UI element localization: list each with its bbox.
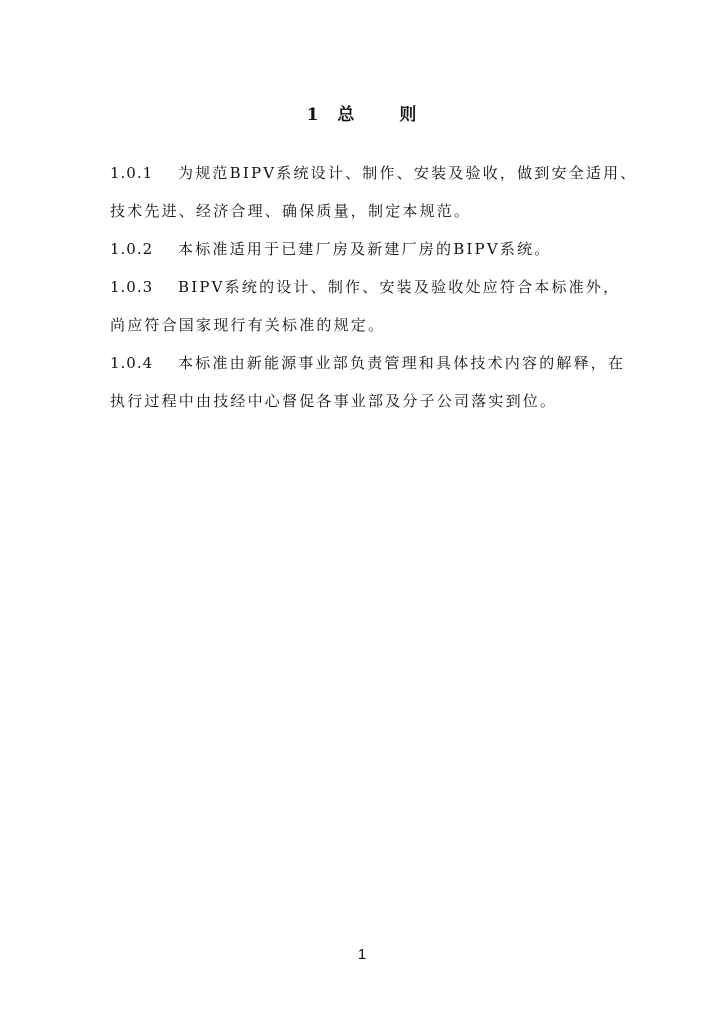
chapter-title bbox=[0, 100, 724, 125]
clause-text: 为规范BIPV系统设计、制作、安装及验收，做到安全适用、 bbox=[178, 164, 638, 182]
clause-number: 1.0.2 bbox=[110, 240, 154, 258]
clause-1-0-2 bbox=[110, 236, 620, 262]
chapter-title-char-2: 则 bbox=[399, 105, 418, 125]
clause-text: 本标准适用于已建厂房及新建厂房的BIPV系统。 bbox=[178, 240, 552, 258]
clause-text-continuation: 执行过程中由技经中心督促各事业部及分子公司落实到位。 bbox=[110, 392, 558, 410]
chapter-body bbox=[110, 160, 638, 426]
clause-number: 1.0.4 bbox=[110, 354, 154, 372]
chapter-title-char-1: 总 bbox=[337, 105, 356, 125]
clause-1-0-1 bbox=[110, 160, 638, 186]
clause-1-0-3 bbox=[110, 274, 620, 300]
clause-text-continuation: 尚应符合国家现行有关标准的规定。 bbox=[110, 316, 386, 334]
clause-1-0-4 bbox=[110, 350, 626, 376]
clause-text: 本标准由新能源事业部负责管理和具体技术内容的解释，在 bbox=[178, 354, 626, 372]
chapter-number: 1 bbox=[306, 105, 320, 125]
clause-number: 1.0.3 bbox=[110, 278, 154, 296]
clause-number: 1.0.1 bbox=[110, 164, 154, 182]
page-number: 1 bbox=[357, 946, 367, 963]
clause-text-continuation: 技术先进、经济合理、确保质量，制定本规范。 bbox=[110, 202, 472, 220]
clause-text: BIPV系统的设计、制作、安装及验收处应符合本标准外， bbox=[178, 278, 621, 296]
